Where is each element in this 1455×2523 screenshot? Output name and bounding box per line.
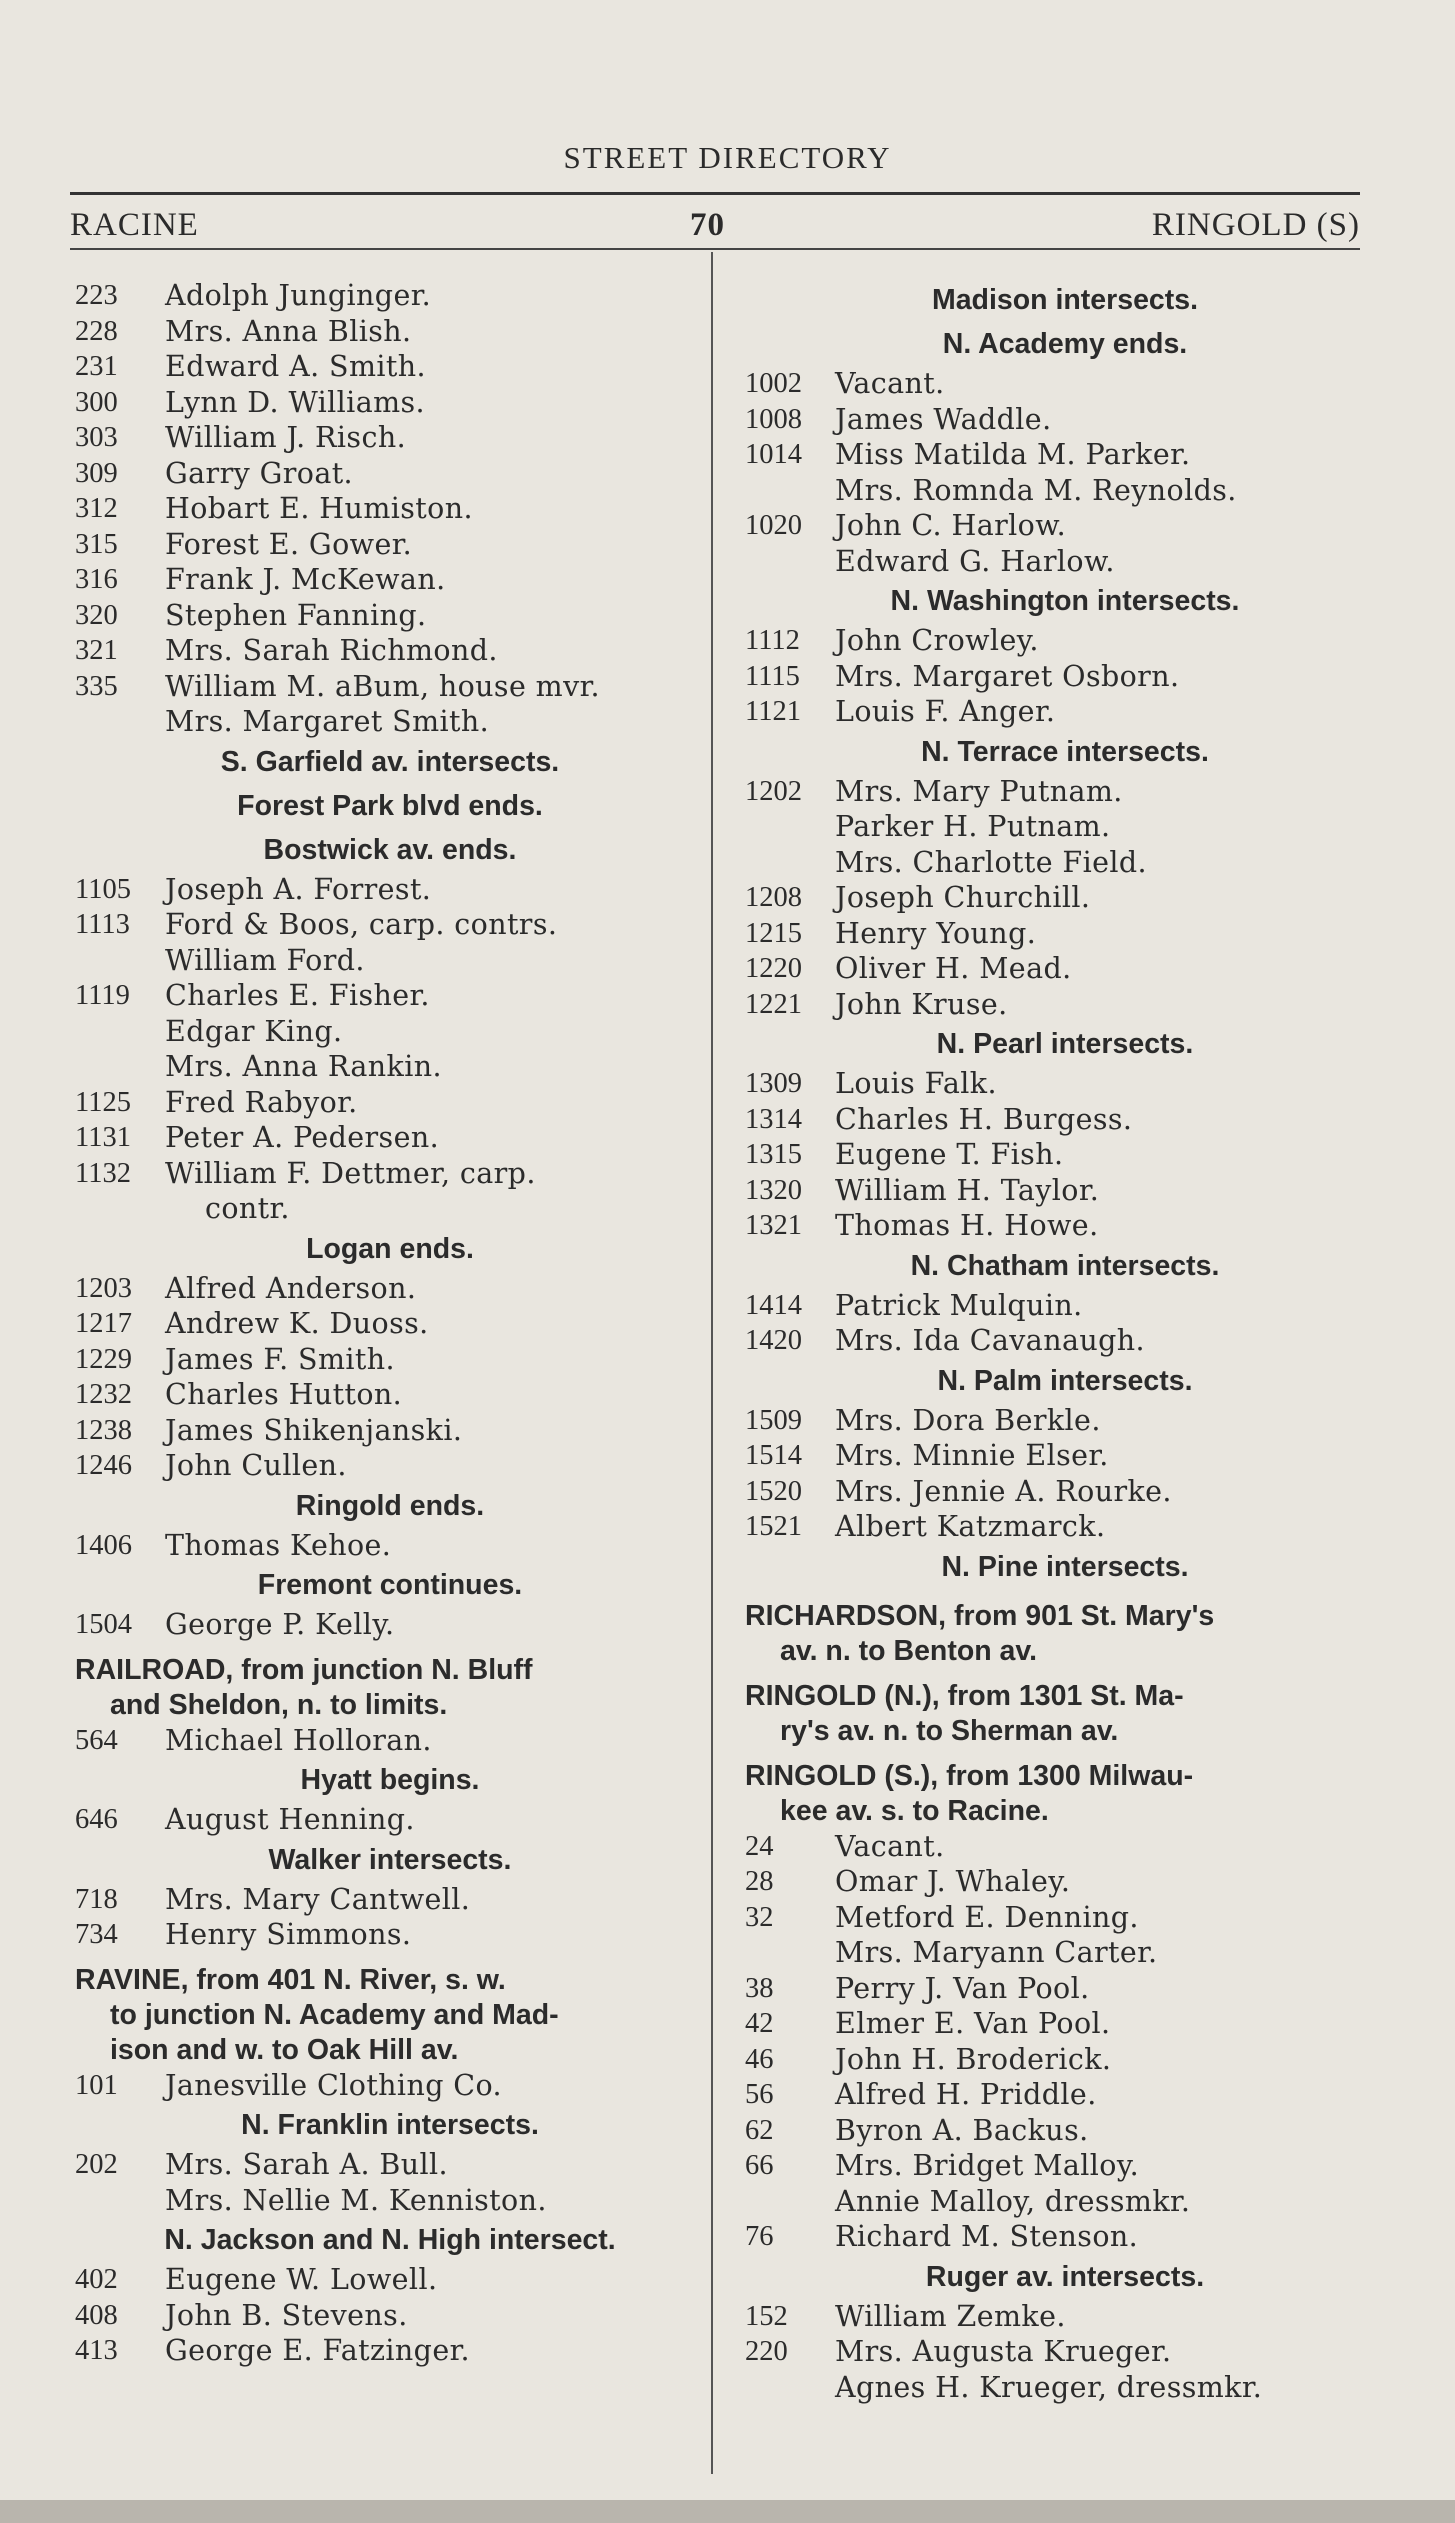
house-number: 56 [745, 2079, 774, 2110]
house-number: 1112 [745, 625, 800, 656]
resident-name: Alfred H. Priddle. [835, 2078, 1097, 2111]
resident-name: Mrs. Minnie Elser. [835, 1439, 1109, 1472]
resident-name: James Waddle. [835, 402, 1052, 436]
resident-name: Thomas H. Howe. [835, 1209, 1099, 1242]
directory-entry [745, 774, 1385, 810]
top-rule [70, 192, 1360, 195]
house-number: 1215 [745, 917, 802, 949]
resident-name: Thomas Kehoe. [165, 1528, 392, 1562]
house-number: 303 [75, 422, 118, 453]
left-column [75, 278, 705, 2369]
resident-name: John H. Broderick. [835, 2042, 1112, 2076]
house-number: 1509 [745, 1404, 802, 1436]
resident-name: Mrs. Anna Blish. [165, 314, 412, 348]
cross-street-heading: N. Washington intersects. [890, 585, 1240, 617]
directory-entry [745, 2006, 1385, 2042]
resident-name: Eugene W. Lowell. [165, 2263, 438, 2296]
resident-name: Forest E. Gower. [165, 527, 413, 561]
resident-name: Adolph Junginger. [165, 279, 432, 312]
house-number: 1203 [75, 1272, 132, 1304]
resident-name: Henry Simmons. [165, 1918, 412, 1951]
directory-entry-continued [745, 544, 1385, 580]
cross-street-heading: N. Palm intersects. [937, 1364, 1193, 1397]
directory-entry [75, 420, 705, 456]
directory-entry [745, 1173, 1385, 1209]
house-number: 1309 [745, 1068, 802, 1099]
resident-name: Edgar King. [165, 1014, 343, 1048]
directory-entry [75, 1723, 705, 1759]
resident-name: Mrs. Margaret Osborn. [835, 659, 1180, 693]
house-number: 646 [75, 1804, 118, 1835]
directory-entry [75, 1528, 705, 1564]
house-number: 315 [75, 528, 118, 560]
directory-entry [75, 872, 705, 908]
resident-name: Vacant. [835, 367, 945, 400]
house-number: 1125 [75, 1086, 131, 1118]
resident-name: Hobart E. Humiston. [165, 492, 473, 525]
directory-entry-continued [75, 1014, 705, 1050]
street-heading-line: RICHARDSON, from 901 St. Mary's [745, 1599, 1215, 1632]
directory-entry [75, 491, 705, 527]
directory-entry [745, 1323, 1385, 1359]
directory-entry [75, 1377, 705, 1413]
directory-entry [75, 2262, 705, 2298]
street-heading-continued: to junction N. Academy and Mad- [110, 1998, 559, 2031]
house-number: 1521 [745, 1511, 802, 1542]
directory-entry [75, 633, 705, 669]
cross-street-heading: Walker intersects. [268, 1843, 512, 1876]
street-heading-continued: ry's av. n. to Sherman av. [780, 1714, 1119, 1747]
directory-entry [75, 1306, 705, 1342]
house-number: 1504 [75, 1609, 132, 1640]
directory-entry [75, 2068, 705, 2104]
house-number: 38 [745, 1972, 774, 2004]
cross-street-heading: Fremont continues. [257, 1569, 523, 1601]
directory-entry [75, 562, 705, 598]
directory-entry [745, 1900, 1385, 1936]
directory-entry [745, 1971, 1385, 2007]
house-number: 1514 [745, 1440, 802, 1471]
directory-entry [745, 402, 1385, 438]
house-number: 335 [75, 670, 118, 702]
resident-name: Miss Matilda M. Parker. [835, 438, 1191, 471]
resident-name: Henry Young. [835, 916, 1037, 950]
house-number: 1002 [745, 368, 802, 399]
directory-entry [745, 2148, 1385, 2184]
directory-entry [745, 1829, 1385, 1865]
house-number: 42 [745, 2008, 774, 2039]
resident-name: Stephen Fanning. [165, 598, 427, 632]
street-heading-line: RINGOLD (S.), from 1300 Milwau- [745, 1759, 1194, 1792]
resident-name: Fred Rabyor. [165, 1085, 358, 1119]
resident-name: William J. Risch. [165, 421, 407, 454]
cross-street-heading: Bostwick av. ends. [263, 833, 517, 866]
directory-entry [745, 2077, 1385, 2113]
resident-name: Mrs. Dora Berkle. [835, 1403, 1101, 1437]
house-number: 1238 [75, 1414, 132, 1446]
directory-entry [745, 880, 1385, 916]
resident-name: Joseph Churchill. [835, 881, 1091, 914]
house-number: 1208 [745, 882, 802, 913]
directory-entry [75, 1271, 705, 1307]
directory-entry [745, 1438, 1385, 1474]
directory-entry [75, 907, 705, 943]
house-number: 320 [75, 599, 118, 631]
directory-entry-continued [745, 2184, 1385, 2220]
directory-entry [75, 598, 705, 634]
cross-street-heading: Hyatt begins. [300, 1764, 480, 1796]
house-number: 1014 [745, 439, 802, 470]
directory-entry [745, 1509, 1385, 1545]
house-number: 1232 [75, 1379, 132, 1410]
directory-entry [745, 2219, 1385, 2255]
directory-entry [75, 1607, 705, 1643]
directory-entry-continued [745, 2370, 1385, 2406]
resident-name: John C. Harlow. [835, 509, 1067, 542]
directory-entry [745, 1864, 1385, 1900]
house-number: 1220 [745, 953, 802, 984]
house-number: 223 [75, 280, 118, 311]
house-number: 1217 [75, 1308, 132, 1339]
directory-entry [75, 1882, 705, 1918]
resident-name: Charles H. Burgess. [835, 1102, 1133, 1136]
house-number: 734 [75, 1919, 118, 1950]
directory-entry [745, 694, 1385, 730]
street-heading-line: RAILROAD, from junction N. Bluff [75, 1653, 533, 1686]
resident-name: William M. aBum, house mvr. [165, 669, 600, 703]
house-number: 1315 [745, 1139, 802, 1170]
resident-name: John B. Stevens. [165, 2298, 408, 2332]
resident-name: Oliver H. Mead. [835, 952, 1072, 985]
resident-name: contr. [205, 1192, 290, 1225]
house-number: 231 [75, 351, 118, 382]
house-number: 1406 [75, 1529, 132, 1561]
resident-name: Metford E. Denning. [835, 1900, 1139, 1934]
resident-name: Patrick Mulquin. [835, 1288, 1083, 1322]
directory-entry [75, 1413, 705, 1449]
resident-name: Charles E. Fisher. [165, 979, 430, 1012]
directory-entry [745, 1102, 1385, 1138]
house-number: 408 [75, 2299, 118, 2331]
cross-street-heading: N. Jackson and N. High intersect. [164, 2224, 616, 2256]
resident-name: Andrew K. Duoss. [165, 1307, 429, 1340]
directory-entry [745, 916, 1385, 952]
resident-name: Mrs. Maryann Carter. [835, 1936, 1158, 1969]
resident-name: Frank J. McKewan. [165, 563, 446, 596]
resident-name: Eugene T. Fish. [835, 1138, 1064, 1171]
directory-entry [745, 1288, 1385, 1324]
cross-street-heading: Ringold ends. [295, 1489, 485, 1522]
house-number: 1320 [745, 1174, 802, 1206]
resident-name: Mrs. Sarah Richmond. [165, 634, 498, 667]
house-number: 1020 [745, 510, 802, 541]
directory-entry [75, 1120, 705, 1156]
house-number: 1008 [745, 403, 802, 435]
directory-entry [75, 1917, 705, 1953]
directory-entry [745, 1403, 1385, 1439]
directory-entry-continued [745, 809, 1385, 845]
directory-entry [75, 2147, 705, 2183]
street-heading-continued: and Sheldon, n. to limits. [110, 1688, 448, 1721]
house-number: 1202 [745, 775, 802, 807]
directory-entry [745, 2299, 1385, 2335]
house-number: 1321 [745, 1210, 802, 1241]
directory-entry [75, 1156, 705, 1192]
resident-name: Mrs. Augusta Krueger. [835, 2335, 1172, 2368]
house-number: 321 [75, 635, 118, 666]
resident-name: James F. Smith. [165, 1342, 395, 1376]
resident-name: Mrs. Jennie A. Rourke. [835, 1474, 1172, 1508]
house-number: 316 [75, 564, 118, 595]
house-number: 1420 [745, 1325, 802, 1356]
resident-name: Elmer E. Van Pool. [835, 2007, 1111, 2040]
house-number: 413 [75, 2335, 118, 2366]
resident-name: Lynn D. Williams. [165, 385, 426, 419]
house-number: 718 [75, 1883, 118, 1915]
directory-entry [745, 2334, 1385, 2370]
directory-entry [75, 2298, 705, 2334]
house-number: 46 [745, 2043, 774, 2075]
page-bottom-edge [0, 2500, 1455, 2523]
resident-name: George P. Kelly. [165, 1608, 395, 1641]
directory-entry [75, 669, 705, 705]
resident-name: Richard M. Stenson. [835, 2220, 1139, 2253]
cross-street-heading: S. Garfield av. intersects. [220, 745, 560, 778]
directory-entry [75, 385, 705, 421]
cross-street-heading: Ruger av. intersects. [925, 2260, 1205, 2293]
house-number: 300 [75, 386, 118, 418]
resident-name: John Kruse. [835, 987, 1008, 1021]
directory-entry-continued [75, 2183, 705, 2219]
resident-name: Byron A. Backus. [835, 2113, 1089, 2147]
directory-entry [75, 349, 705, 385]
header-rule [70, 248, 1360, 250]
directory-entry [75, 1448, 705, 1484]
page-number: 70 [690, 207, 725, 243]
resident-name: Louis F. Anger. [835, 695, 1056, 728]
directory-entry-continued [75, 943, 705, 979]
directory-entry-continued [75, 704, 705, 740]
directory-entry-continued [745, 845, 1385, 881]
directory-entry [75, 527, 705, 563]
resident-name: Michael Holloran. [165, 1723, 432, 1757]
house-number: 1115 [745, 660, 800, 692]
directory-entry [745, 508, 1385, 544]
cross-street-heading: Logan ends. [306, 1232, 474, 1265]
street-heading [745, 1679, 1385, 1749]
house-number: 202 [75, 2149, 118, 2180]
street-heading-continued: kee av. s. to Racine. [780, 1794, 1049, 1827]
house-number: 1221 [745, 988, 802, 1020]
resident-name: Mrs. Charlotte Field. [835, 845, 1148, 879]
house-number: 1105 [75, 873, 131, 905]
directory-entry [745, 623, 1385, 659]
resident-name: Mrs. Bridget Malloy. [835, 2149, 1140, 2182]
house-number: 101 [75, 2069, 118, 2101]
resident-name: Parker H. Putnam. [835, 810, 1111, 843]
house-number: 1314 [745, 1103, 802, 1135]
house-number: 66 [745, 2150, 774, 2181]
house-number: 28 [745, 1866, 774, 1897]
resident-name: Mrs. Sarah A. Bull. [165, 2148, 448, 2181]
directory-entry [745, 366, 1385, 402]
resident-name: Annie Malloy, dressmkr. [835, 2184, 1191, 2218]
resident-name: William Ford. [165, 943, 365, 977]
resident-name: John Crowley. [835, 624, 1039, 657]
house-number: 1414 [745, 1289, 802, 1321]
house-number: 76 [745, 2221, 774, 2252]
resident-name: Perry J. Van Pool. [835, 1971, 1090, 2005]
directory-entry [745, 437, 1385, 473]
resident-name: William H. Taylor. [835, 1173, 1100, 1207]
resident-name: William F. Dettmer, carp. [165, 1156, 536, 1190]
right-column [745, 278, 1385, 2405]
house-number: 1131 [75, 1122, 131, 1153]
directory-entry-continued [745, 473, 1385, 509]
house-number: 220 [745, 2336, 788, 2367]
resident-name: Joseph A. Forrest. [165, 872, 432, 906]
street-heading [75, 1963, 705, 2068]
directory-entry [75, 2333, 705, 2369]
cross-street-heading: N. Franklin intersects. [241, 2109, 539, 2141]
house-number: 1229 [75, 1343, 132, 1375]
house-number: 24 [745, 1830, 774, 1862]
house-number: 1246 [75, 1450, 132, 1481]
directory-entry-continued [745, 1935, 1385, 1971]
street-heading-line: RINGOLD (N.), from 1301 St. Ma- [745, 1679, 1184, 1712]
directory-entry [75, 1342, 705, 1378]
resident-name: Garry Groat. [165, 456, 354, 490]
resident-name: Charles Hutton. [165, 1378, 403, 1411]
directory-entry [75, 1085, 705, 1121]
resident-name: Albert Katzmarck. [835, 1510, 1106, 1543]
street-heading [745, 1759, 1385, 1829]
resident-name: Mrs. Ida Cavanaugh. [835, 1324, 1145, 1357]
resident-name: Edward G. Harlow. [835, 544, 1115, 578]
directory-entry [745, 1208, 1385, 1244]
house-number: 152 [745, 2300, 788, 2332]
directory-entry [75, 1802, 705, 1838]
resident-name: John Cullen. [165, 1449, 347, 1482]
house-number: 402 [75, 2264, 118, 2295]
resident-name: Agnes H. Krueger, dressmkr. [835, 2370, 1263, 2404]
house-number: 309 [75, 457, 118, 489]
resident-name: Mrs. Anna Rankin. [165, 1050, 442, 1083]
cross-street-heading: Madison intersects. [931, 284, 1199, 316]
cross-street-heading: N. Terrace intersects. [921, 735, 1209, 768]
resident-name: Ford & Boos, carp. contrs. [165, 908, 558, 941]
resident-name: George E. Fatzinger. [165, 2334, 470, 2367]
house-number: 1132 [75, 1157, 131, 1189]
cross-street-heading: N. Chatham intersects. [910, 1249, 1220, 1282]
directory-entry [745, 1066, 1385, 1102]
resident-name: William Zemke. [835, 2299, 1066, 2333]
resident-name: Mrs. Romnda M. Reynolds. [835, 473, 1237, 507]
street-heading-line: RAVINE, from 401 N. River, s. w. [75, 1963, 506, 1996]
resident-name: James Shikenjanski. [165, 1413, 463, 1447]
directory-entry [745, 987, 1385, 1023]
street-heading-continued: ison and w. to Oak Hill av. [110, 2033, 459, 2066]
directory-entry [745, 951, 1385, 987]
directory-entry [75, 978, 705, 1014]
column-divider [711, 252, 713, 2474]
cross-street-heading: N. Pearl intersects. [936, 1028, 1194, 1060]
directory-entry-continued [75, 1049, 705, 1085]
directory-entry [745, 2113, 1385, 2149]
house-number: 32 [745, 1901, 774, 1933]
header-right-street: RINGOLD (S) [1151, 207, 1360, 243]
resident-name: Mrs. Nellie M. Kenniston. [165, 2183, 547, 2217]
resident-name: Vacant. [835, 1829, 945, 1863]
directory-entry [745, 1474, 1385, 1510]
house-number: 1113 [75, 909, 130, 940]
page-title: STREET DIRECTORY [563, 140, 892, 175]
directory-entry [75, 456, 705, 492]
resident-name: Peter A. Pedersen. [165, 1121, 440, 1154]
street-heading [75, 1653, 705, 1723]
house-number: 1520 [745, 1475, 802, 1507]
street-heading [745, 1599, 1385, 1669]
resident-name: August Henning. [165, 1803, 415, 1836]
resident-name: Mrs. Mary Putnam. [835, 774, 1123, 808]
resident-name: Omar J. Whaley. [835, 1865, 1071, 1898]
resident-name: Janesville Clothing Co. [165, 2068, 503, 2102]
directory-entry [75, 278, 705, 314]
house-number: 312 [75, 493, 118, 524]
directory-entry [75, 314, 705, 350]
house-number: 1119 [75, 980, 130, 1011]
house-number: 62 [745, 2114, 774, 2146]
resident-name: Mrs. Mary Cantwell. [165, 1882, 471, 1916]
house-number: 228 [75, 315, 118, 347]
street-heading-continued: av. n. to Benton av. [780, 1634, 1038, 1667]
resident-name: Alfred Anderson. [165, 1271, 417, 1305]
resident-name: Mrs. Margaret Smith. [165, 705, 490, 738]
resident-name: Louis Falk. [835, 1067, 997, 1100]
directory-entry [745, 2042, 1385, 2078]
resident-name: Edward A. Smith. [165, 350, 426, 383]
directory-entry [745, 1137, 1385, 1173]
cross-street-heading: N. Pine intersects. [941, 1550, 1189, 1583]
directory-entry-continued [75, 1191, 705, 1227]
cross-street-heading: N. Academy ends. [942, 328, 1188, 360]
header-left-city: RACINE [70, 207, 199, 243]
directory-entry [745, 659, 1385, 695]
house-number: 1121 [745, 696, 801, 727]
cross-street-heading: Forest Park blvd ends. [237, 789, 543, 822]
house-number: 564 [75, 1724, 118, 1756]
